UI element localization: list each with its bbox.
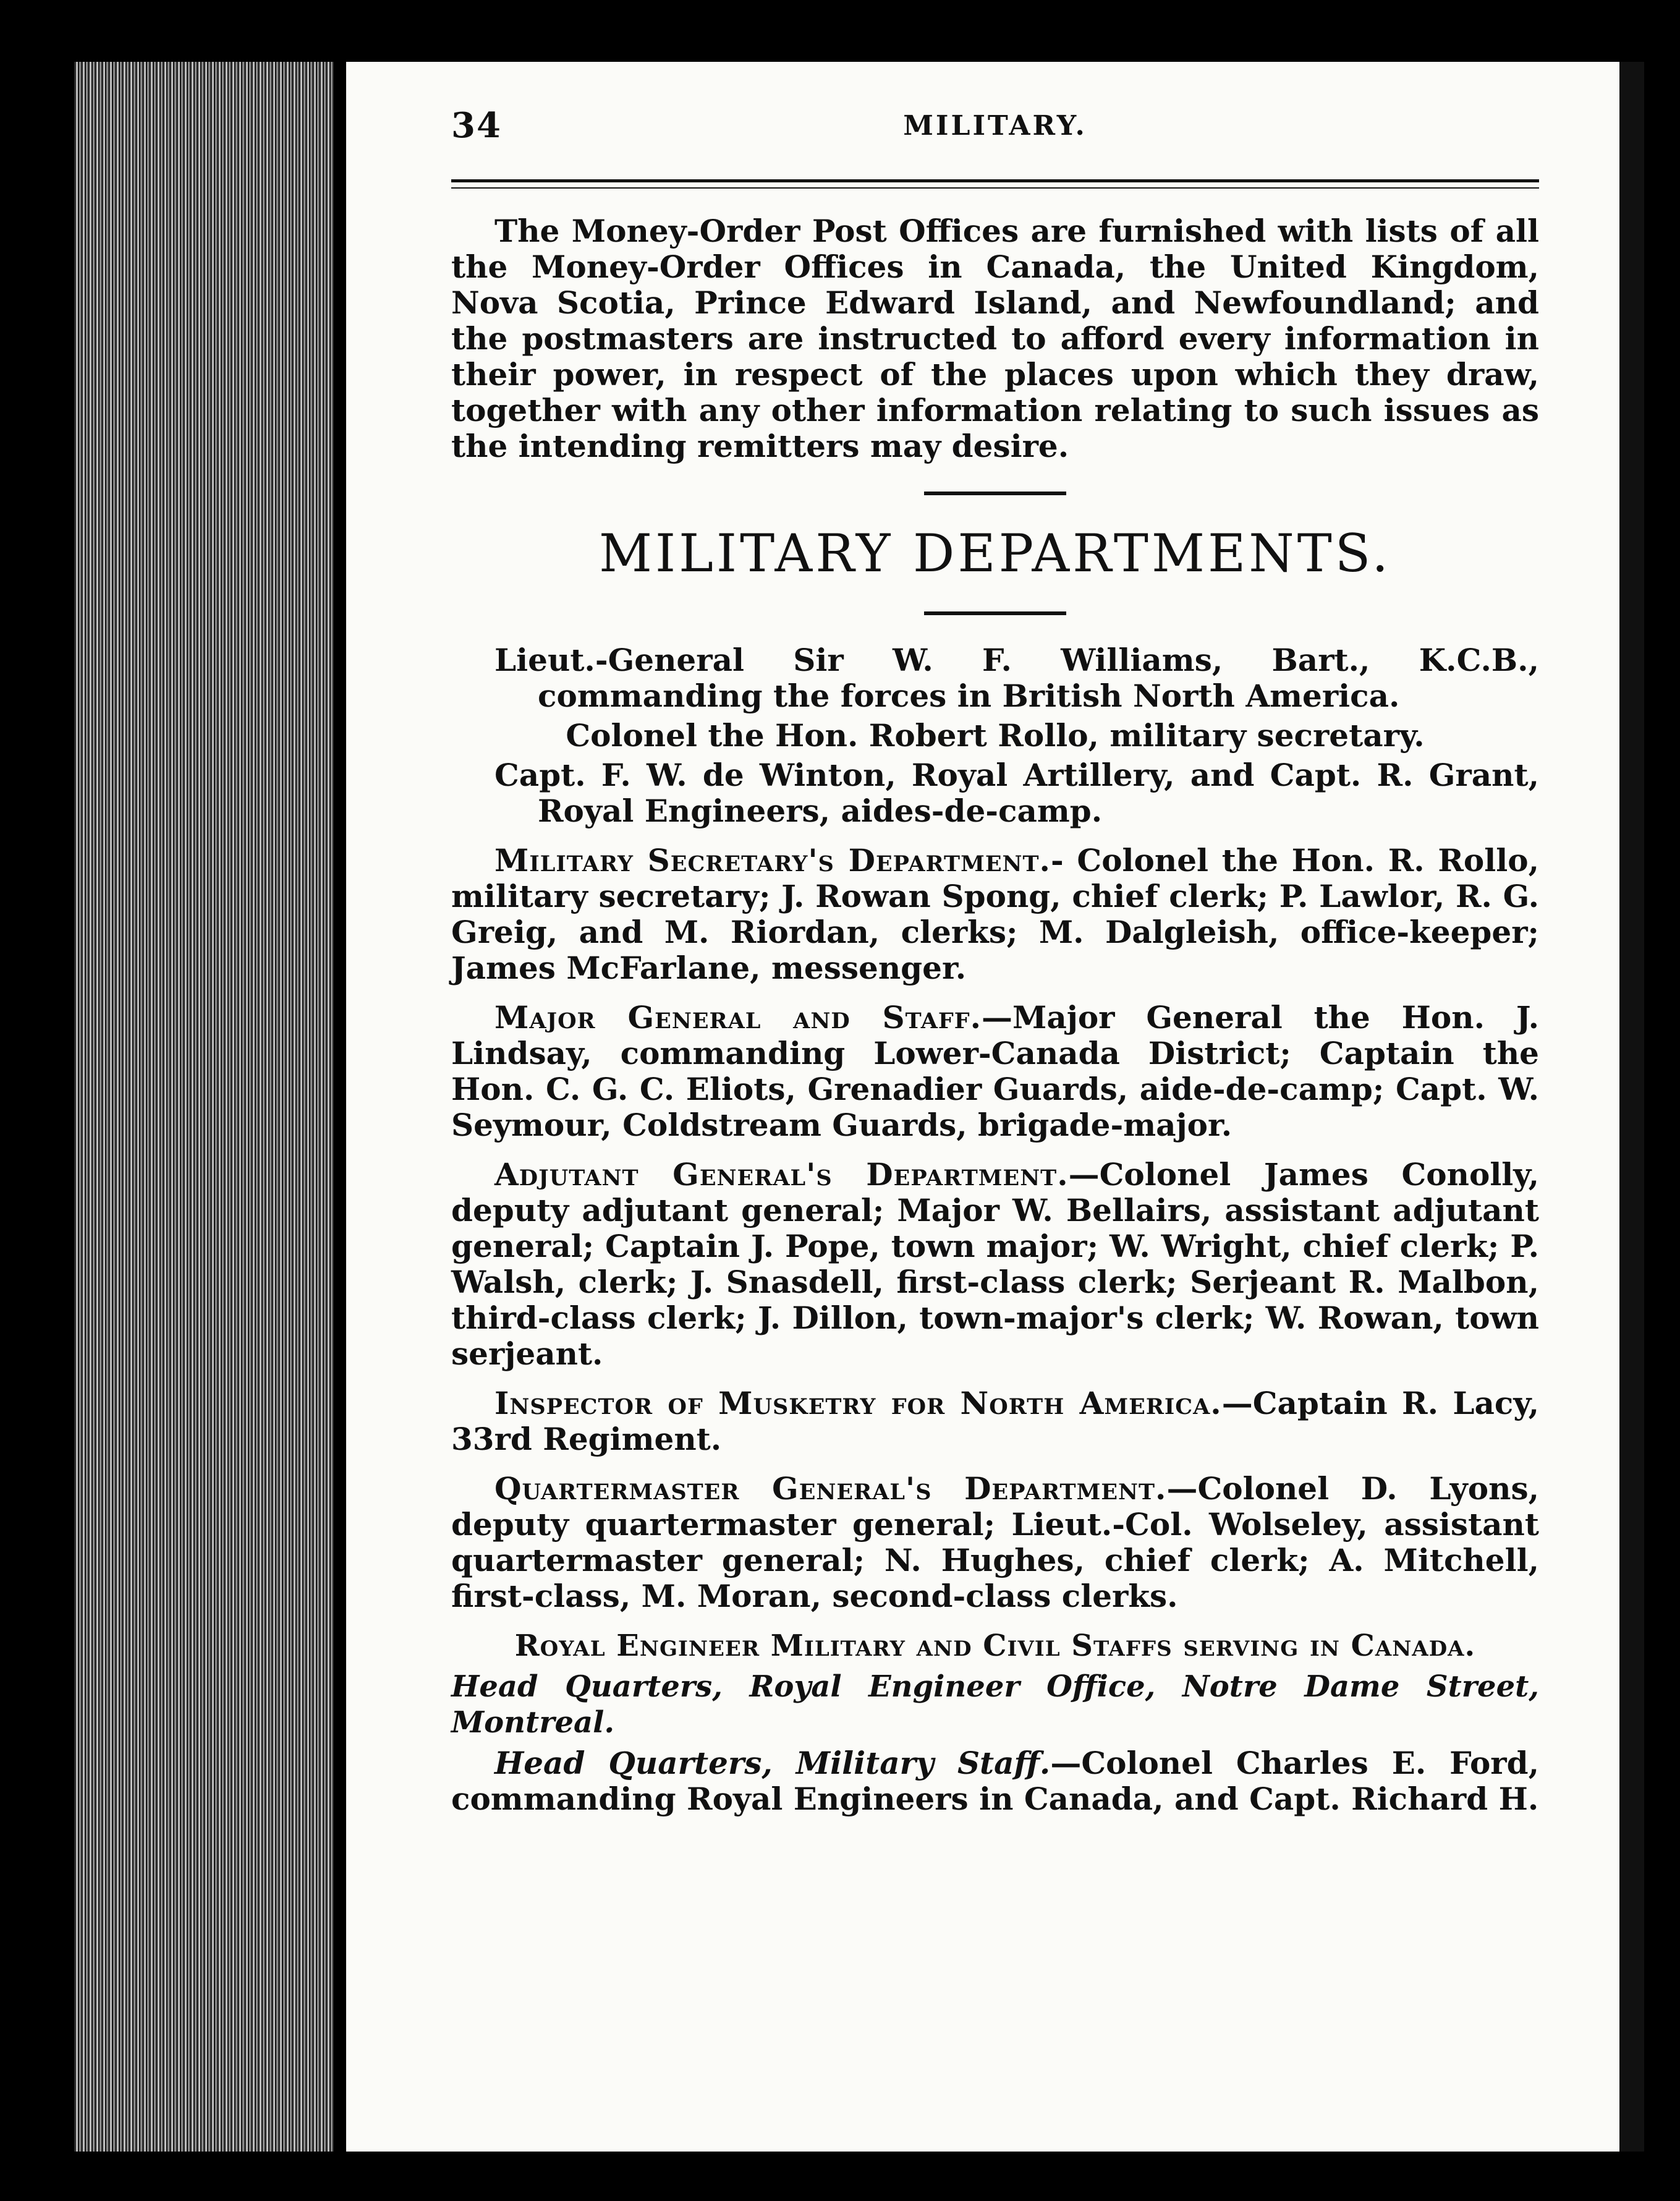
department-text: —Major General the Hon. J. Lindsay, commanding Lower-Canada District; Captain the Hon. C. G. C. Eliots, Grenadier Guards, aide-de-camp; Capt. W. Seymour, Coldstream Guards, brigade-major. [451,999,1540,1143]
document-page [346,62,1644,2152]
department-text: —Captain R. Lacy, 33rd Regiment. [451,1385,1539,1457]
section-divider-bottom [924,611,1066,615]
military-staff-lead: Head Quarters, Military Staff. [494,1745,1051,1781]
intro-paragraph: The Money-Order Post Offices are furnished with lists of all the Money-Order Offices in Canada, the United Kingdom, Nova Scotia, Prince Edward Island, and Newfoundland; and the postmasters are instructed to afford every information in their power, in respect of the places upon which they draw, together with any other information relating to such issues as the intending remitters may desire. [451,213,1539,464]
military-staff-text: —Colonel Charles E. Ford, commanding Royal Engineers in Canada, and Capt. Richard H. [451,1745,1539,1817]
officer-entry: Capt. F. W. de Winton, Royal Artillery, and Capt. R. Grant, Royal Engineers, aides-de-camp. [494,757,1539,829]
department-text: —Colonel D. Lyons, deputy quartermaster general; Lieut.-Col. Wolseley, assistant quartermaster general; N. Hughes, chief clerk; A. Mitchell, first-class, M. Moran, second-class clerks. [451,1470,1539,1614]
department-entry [451,843,1539,986]
department-heading: Inspector of Musketry for North America. [494,1385,1222,1421]
section-title: MILITARY DEPARTMENTS. [598,523,1392,584]
officer-entry: Colonel the Hon. Robert Rollo, military secretary. [566,717,1425,754]
department-entry [451,1000,1539,1143]
department-text: —Colonel James Conolly, deputy adjutant general; Major W. Bellairs, assistant adjutant general; Captain J. Pope, town major; W. Wright, chief clerk; P. Walsh, clerk; J. Snasdell, first-class clerk; Serjeant R. Malbon, third-class clerk; J. Dillon, town-major's clerk; W. Rowan, town serjeant. [451,1156,1539,1372]
department-entry [451,1386,1539,1457]
section-divider-top [924,492,1066,495]
department-heading: Adjutant General's Department. [494,1156,1069,1193]
running-head: MILITARY. [903,110,1087,142]
department-text: - Colonel the Hon. R. Rollo, military secretary; J. Rowan Spong, chief clerk; P. Lawlor, R. G. Greig, and M. Riordan, clerks; M. Dalgleish, office-keeper; James McFarlane, messenger. [451,842,1539,986]
page-number: 34 [451,105,502,146]
officer-list [451,642,1539,829]
department-entry [451,1157,1539,1372]
royal-engineer-heading: Royal Engineer Military and Civil Staffs serving in Canada. [514,1628,1476,1663]
page-header [451,105,1539,179]
department-entry [451,1471,1539,1614]
department-heading: Military Secretary's Department. [494,842,1051,879]
department-heading: Major General and Staff. [494,999,982,1036]
military-staff-entry [451,1745,1539,1817]
department-list [451,843,1539,1614]
department-heading: Quartermaster General's Department. [494,1470,1167,1507]
header-double-rule [451,179,1539,189]
page-right-border [1619,62,1644,2152]
head-quarters-line: Head Quarters, Royal Engineer Office, Notre Dame Street, Montreal. [451,1669,1539,1740]
book-page-edges [74,62,334,2152]
officer-entry: Lieut.-General Sir W. F. Williams, Bart., K.C.B., commanding the forces in British North America. [494,642,1539,714]
